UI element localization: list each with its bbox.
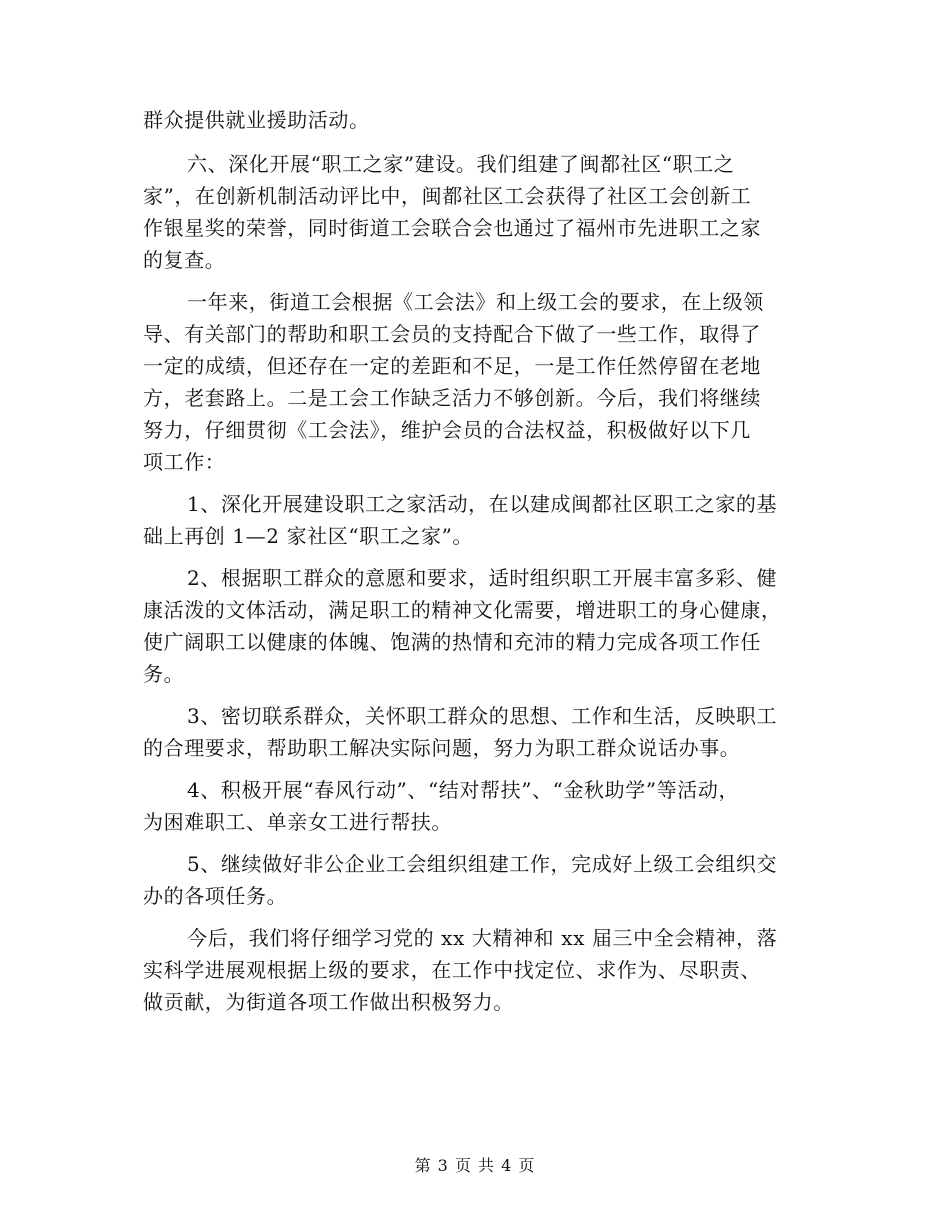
text-line: 作银星奖的荣誉，同时街道工会联合会也通过了福州市先进职工之家: [143, 216, 761, 240]
text-line: 的合理要求，帮助职工解决实际问题，努力为职工群众说话办事。: [143, 736, 741, 760]
paragraph-job-assistance-end: [143, 104, 823, 136]
paragraph-item-4: [143, 774, 823, 838]
text-line: 做贡献，为街道各项工作做出积极努力。: [143, 990, 514, 1014]
page-number: 第 3 页 共 4 页: [414, 1156, 536, 1175]
text-line: 4、积极开展“春风行动”、“结对帮扶”、“金秋助学”等活动，: [187, 778, 740, 802]
text-line: 一定的成绩，但还存在一定的差距和不足，一是工作任然停留在老地: [143, 354, 761, 378]
text-line: 六、深化开展“职工之家”建设。我们组建了闽都社区“职工之: [187, 152, 735, 176]
text-line: 导、有关部门的帮助和职工会员的支持配合下做了一些工作，取得了: [143, 322, 761, 346]
text-line: 努力，仔细贯彻《工会法》，维护会员的合法权益，积极做好以下几: [143, 418, 751, 442]
text-line: 1、深化开展建设职工之家活动，在以建成闽都社区职工之家的基: [187, 492, 778, 516]
text-line: 今后，我们将仔细学习党的 xx 大精神和 xx 届三中全会精神，落: [187, 926, 778, 950]
text-line: 3、密切联系群众，关怀职工群众的思想、工作和生活，反映职工: [187, 704, 778, 728]
paragraph-item-5: [143, 848, 823, 912]
paragraph-item-2: [143, 562, 823, 690]
page-footer: [0, 1154, 950, 1178]
text-line: 群众提供就业援助活动。: [143, 108, 370, 132]
text-line: 务。: [143, 662, 185, 686]
text-line: 为困难职工、单亲女工进行帮扶。: [143, 810, 452, 834]
text-line: 康活泼的文体活动，满足职工的精神文化需要，增进职工的身心健康，: [143, 598, 782, 622]
text-line: 的复查。: [143, 248, 226, 272]
paragraph-item-3: [143, 700, 823, 764]
document-body: [143, 104, 823, 1018]
paragraph-item-1: [143, 488, 823, 552]
paragraph-conclusion: [143, 922, 823, 1018]
text-line: 2、根据职工群众的意愿和要求，适时组织职工开展丰富多彩、健: [187, 566, 778, 590]
text-line: 方，老套路上。二是工会工作缺乏活力不够创新。今后，我们将继续: [143, 386, 761, 410]
paragraph-section-six: [143, 148, 823, 276]
text-line: 项工作：: [143, 450, 226, 474]
text-line: 实科学进展观根据上级的要求，在工作中找定位、求作为、尽职责、: [143, 958, 761, 982]
paragraph-year-summary: [143, 286, 823, 478]
text-line: 5、继续做好非公企业工会组织组建工作，完成好上级工会组织交: [187, 852, 778, 876]
text-line: 一年来，街道工会根据《工会法》和上级工会的要求，在上级领: [187, 290, 764, 314]
text-line: 础上再创 1—2 家社区“职工之家”。: [143, 524, 474, 548]
text-line: 使广阔职工以健康的体魄、饱满的热情和充沛的精力完成各项工作任: [143, 630, 761, 654]
text-line: 家”，在创新机制活动评比中，闽都社区工会获得了社区工会创新工: [143, 184, 752, 208]
text-line: 办的各项任务。: [143, 884, 288, 908]
